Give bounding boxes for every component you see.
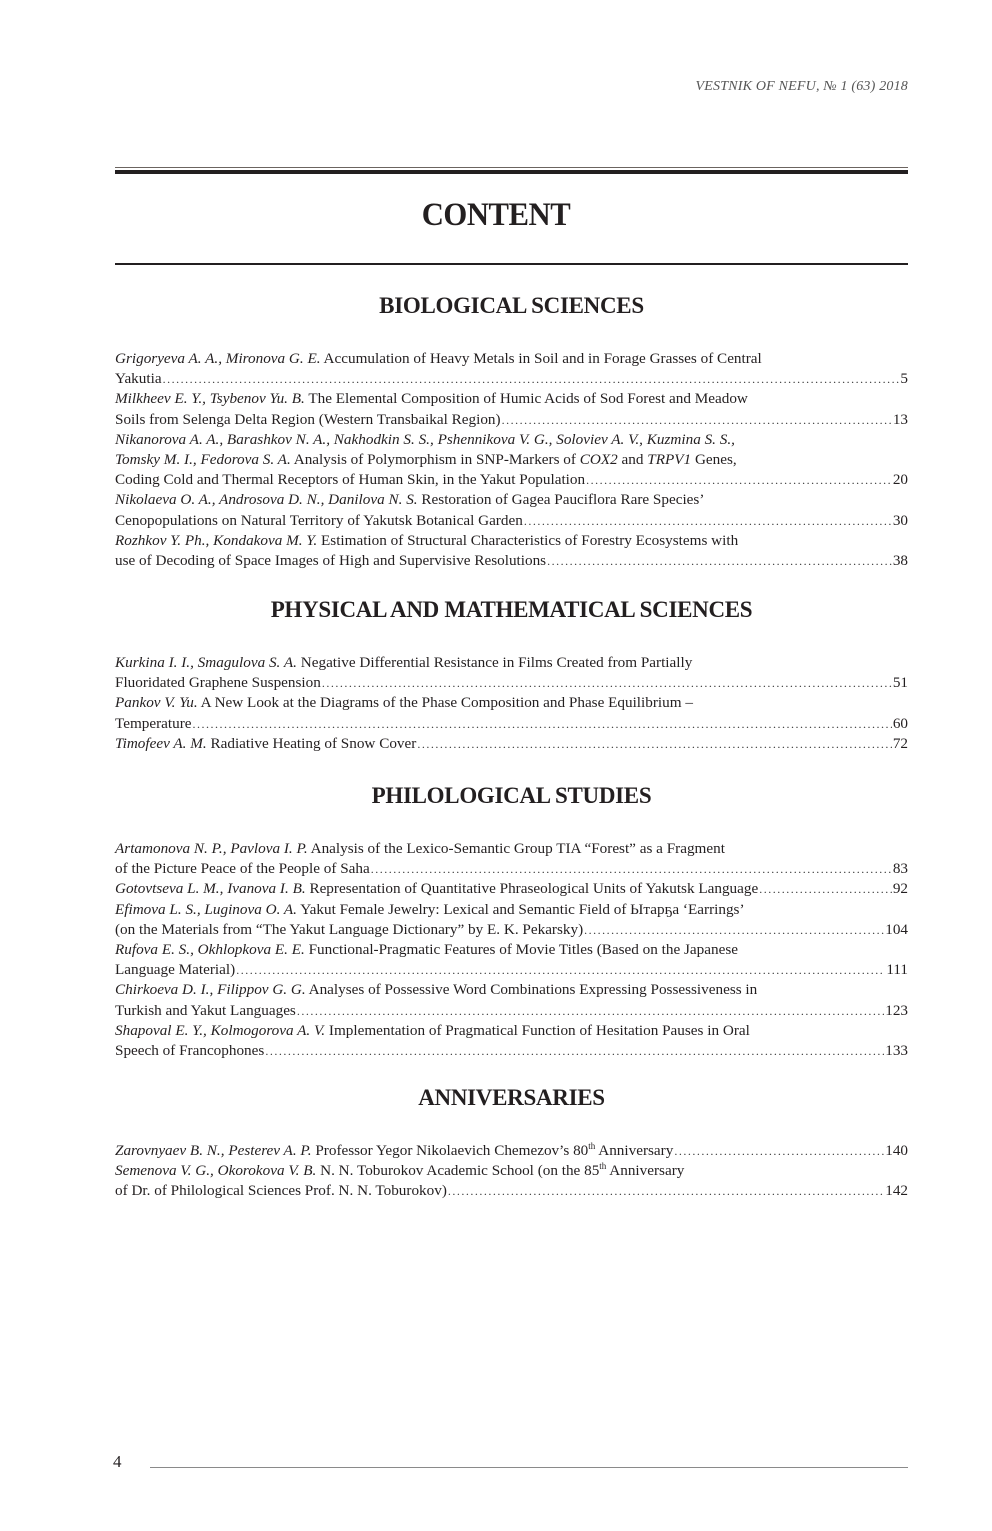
section-philological-studies	[115, 783, 908, 1061]
leader-dots	[674, 1141, 884, 1161]
entry-authors-cont: Tomsky M. I., Fedorova S. A.	[115, 451, 291, 469]
toc-entry[interactable]	[115, 430, 908, 491]
entry-page: 92	[892, 880, 908, 898]
entry-title: Analyses of Possessive Word Combinations Expressing Possessiveness in	[305, 981, 758, 999]
entry-title-cont: Temperature	[115, 714, 192, 732]
leader-dots	[265, 1041, 884, 1061]
entry-title-and: and	[617, 451, 648, 469]
leader-dots	[417, 734, 891, 754]
entry-authors: Semenova V. G., Okorokova V. B.	[115, 1162, 317, 1180]
section-title: ANNIVERSARIES	[418, 1085, 605, 1110]
footer-rule	[150, 1467, 908, 1468]
entry-page: 60	[892, 714, 908, 732]
gene-name: TRPV1	[647, 451, 692, 469]
leader-dots	[163, 369, 900, 389]
entry-title: Analysis of Polymorphism in SNP-Markers of	[290, 451, 580, 469]
entry-title: Implementation of Pragmatical Function of Hesitation Pauses in Oral	[325, 1021, 750, 1039]
entry-title-cont: Turkish and Yakut Languages	[115, 1001, 296, 1019]
toc-entry[interactable]	[115, 839, 908, 879]
entry-title-cont: Speech of Francophones	[115, 1042, 265, 1060]
toc-entry[interactable]	[115, 980, 908, 1020]
entry-page: 140	[885, 1142, 908, 1159]
toc-entry[interactable]	[115, 531, 908, 571]
entry-title: Representation of Quantitative Phraseological Units of Yakutsk Language	[305, 880, 759, 898]
leader-dots	[193, 714, 892, 734]
section-title: PHILOLOGICAL STUDIES	[371, 783, 652, 808]
entry-page: 51	[892, 674, 908, 692]
entry-title-end: Anniversary	[606, 1162, 685, 1180]
leader-dots	[586, 470, 892, 490]
entry-page: 5	[900, 370, 908, 388]
entry-title: Analysis of the Lexico-Semantic Group TIA “Forest” as a Fragment	[307, 840, 725, 857]
section-title: BIOLOGICAL SCIENCES	[379, 293, 644, 318]
entry-title-genes: Genes,	[691, 451, 737, 469]
entry-authors: Zarovnyaev B. N., Pesterev A. P.	[115, 1142, 312, 1159]
entry-title: Accumulation of Heavy Metals in Soil and in Forage Grasses of Central	[320, 350, 762, 367]
leader-dots	[502, 410, 892, 430]
entry-title: Negative Differential Resistance in Films Created from Partially	[296, 654, 693, 671]
entry-page: 111	[886, 961, 908, 979]
section-biological-sciences	[115, 293, 908, 571]
toc-entry[interactable]	[115, 389, 908, 429]
entry-page: 20	[892, 471, 908, 489]
toc-entry[interactable]	[115, 879, 908, 899]
entry-title: Radiative Heating of Snow Cover	[206, 734, 417, 752]
entry-page: 133	[885, 1042, 908, 1060]
entry-title: Restoration of Gagea Pauciflora Rare Species’	[417, 491, 705, 509]
entry-title: Functional-Pragmatic Features of Movie Titles (Based on the Japanese	[304, 941, 738, 959]
entry-title: N. N. Toburokov Academic School (on the 85	[316, 1162, 600, 1180]
entry-page: 142	[885, 1182, 908, 1200]
leader-dots	[547, 551, 892, 571]
entry-authors: Milkheev E. Y., Tsybenov Yu. B.	[115, 390, 305, 408]
entry-page: 13	[892, 410, 908, 428]
entry-authors: Kurkina I. I., Smagulova S. A.	[115, 654, 297, 671]
toc-entry[interactable]	[115, 1161, 908, 1201]
entry-authors: Nikanorova A. A., Barashkov N. A., Nakhodkin S. S., Pshennikova V. G., Soloviev A. V., Kuzmina S. S.,	[115, 430, 735, 448]
entry-authors: Nikolaeva O. A., Androsova D. N., Danilova N. S.	[115, 491, 418, 509]
leader-dots	[584, 920, 884, 940]
toc-entry[interactable]	[115, 653, 908, 693]
section-title: PHYSICAL AND MATHEMATICAL SCIENCES	[270, 597, 753, 622]
entry-authors: Artamonova N. P., Pavlova I. P.	[115, 840, 308, 857]
title-rule	[115, 263, 908, 265]
toc-entry[interactable]	[115, 734, 908, 754]
entry-authors: Efimova L. S., Luginova O. A.	[115, 900, 297, 918]
entry-title-cont: Fluoridated Graphene Suspension	[115, 674, 321, 692]
top-double-rule	[115, 167, 908, 174]
entry-authors: Pankov V. Yu.	[115, 694, 198, 712]
toc-entry[interactable]	[115, 693, 908, 733]
page-title: CONTENT	[421, 197, 571, 233]
entry-page: 83	[892, 860, 908, 878]
entry-page: 104	[885, 920, 908, 938]
entry-authors: Shapoval E. Y., Kolmogorova A. V.	[115, 1021, 326, 1039]
toc-entry[interactable]	[115, 900, 908, 940]
leader-dots	[322, 673, 892, 693]
entry-title: Estimation of Structural Characteristics of Forestry Ecosystems with	[317, 531, 739, 549]
toc-entry[interactable]	[115, 940, 908, 980]
leader-dots	[759, 879, 892, 899]
entry-title-cont: Coding Cold and Thermal Receptors of Human Skin, in the Yakut Population	[115, 471, 586, 489]
entry-page: 38	[892, 552, 908, 570]
entry-title-cont: (on the Materials from “The Yakut Language Dictionary” by E. K. Pekarsky)	[115, 920, 584, 938]
page-number: 4	[113, 1452, 122, 1471]
toc-entry[interactable]	[115, 1021, 908, 1061]
entry-title-cont: of the Picture Peace of the People of Saha	[115, 860, 370, 878]
running-head: VESTNIK OF NEFU, № 1 (63) 2018	[695, 79, 908, 94]
leader-dots	[524, 511, 892, 531]
leader-dots	[371, 859, 892, 879]
entry-title-cont: Yakutia	[115, 370, 162, 388]
section-anniversaries	[115, 1085, 908, 1202]
section-physical-mathematical-sciences	[115, 597, 908, 754]
entry-authors: Grigoryeva A. A., Mironova G. E.	[115, 350, 321, 367]
toc-entry[interactable]	[115, 490, 908, 530]
entry-title: The Elemental Composition of Humic Acids of Sod Forest and Meadow	[304, 390, 748, 408]
entry-page: 72	[892, 734, 908, 752]
entry-authors: Rozhkov Y. Ph., Kondakova M. Y.	[115, 531, 318, 549]
leader-dots	[236, 960, 885, 980]
toc-entry[interactable]	[115, 349, 908, 389]
entry-title-cont: Soils from Selenga Delta Region (Western Transbaikal Region)	[115, 410, 501, 428]
entry-authors: Gotovtseva L. M., Ivanova I. B.	[115, 880, 306, 898]
entry-title-cont: Language Material)	[115, 961, 236, 979]
entry-authors: Chirkoeva D. I., Filippov G. G.	[115, 981, 306, 999]
entry-title-cont: of Dr. of Philological Sciences Prof. N. N. Toburokov)	[115, 1182, 447, 1200]
leader-dots	[297, 1001, 884, 1021]
entry-title: A New Look at the Diagrams of the Phase Composition and Phase Equilibrium –	[197, 694, 693, 712]
ordinal-suffix: th	[599, 1161, 607, 1172]
entry-title: Professor Yegor Nikolaevich Chemezov’s 80	[311, 1142, 589, 1159]
entry-title-cont: use of Decoding of Space Images of High and Supervisive Resolutions	[115, 552, 547, 570]
gene-name: COX2	[579, 451, 618, 469]
entry-page: 30	[892, 511, 908, 529]
entry-page: 123	[885, 1001, 908, 1019]
entry-authors: Timofeev A. M.	[115, 734, 207, 752]
entry-title: Yakut Female Jewelry: Lexical and Semantic Field of Ытарҕа ‘Earrings’	[296, 900, 745, 918]
entry-title-end: Anniversary	[595, 1142, 674, 1159]
leader-dots	[448, 1181, 884, 1201]
entry-authors: Rufova E. S., Okhlopkova E. E.	[115, 941, 305, 959]
entry-title-cont: Cenopopulations on Natural Territory of Yakutsk Botanical Garden	[115, 511, 523, 529]
ordinal-suffix: th	[588, 1140, 596, 1151]
toc-entry[interactable]	[115, 1141, 908, 1161]
